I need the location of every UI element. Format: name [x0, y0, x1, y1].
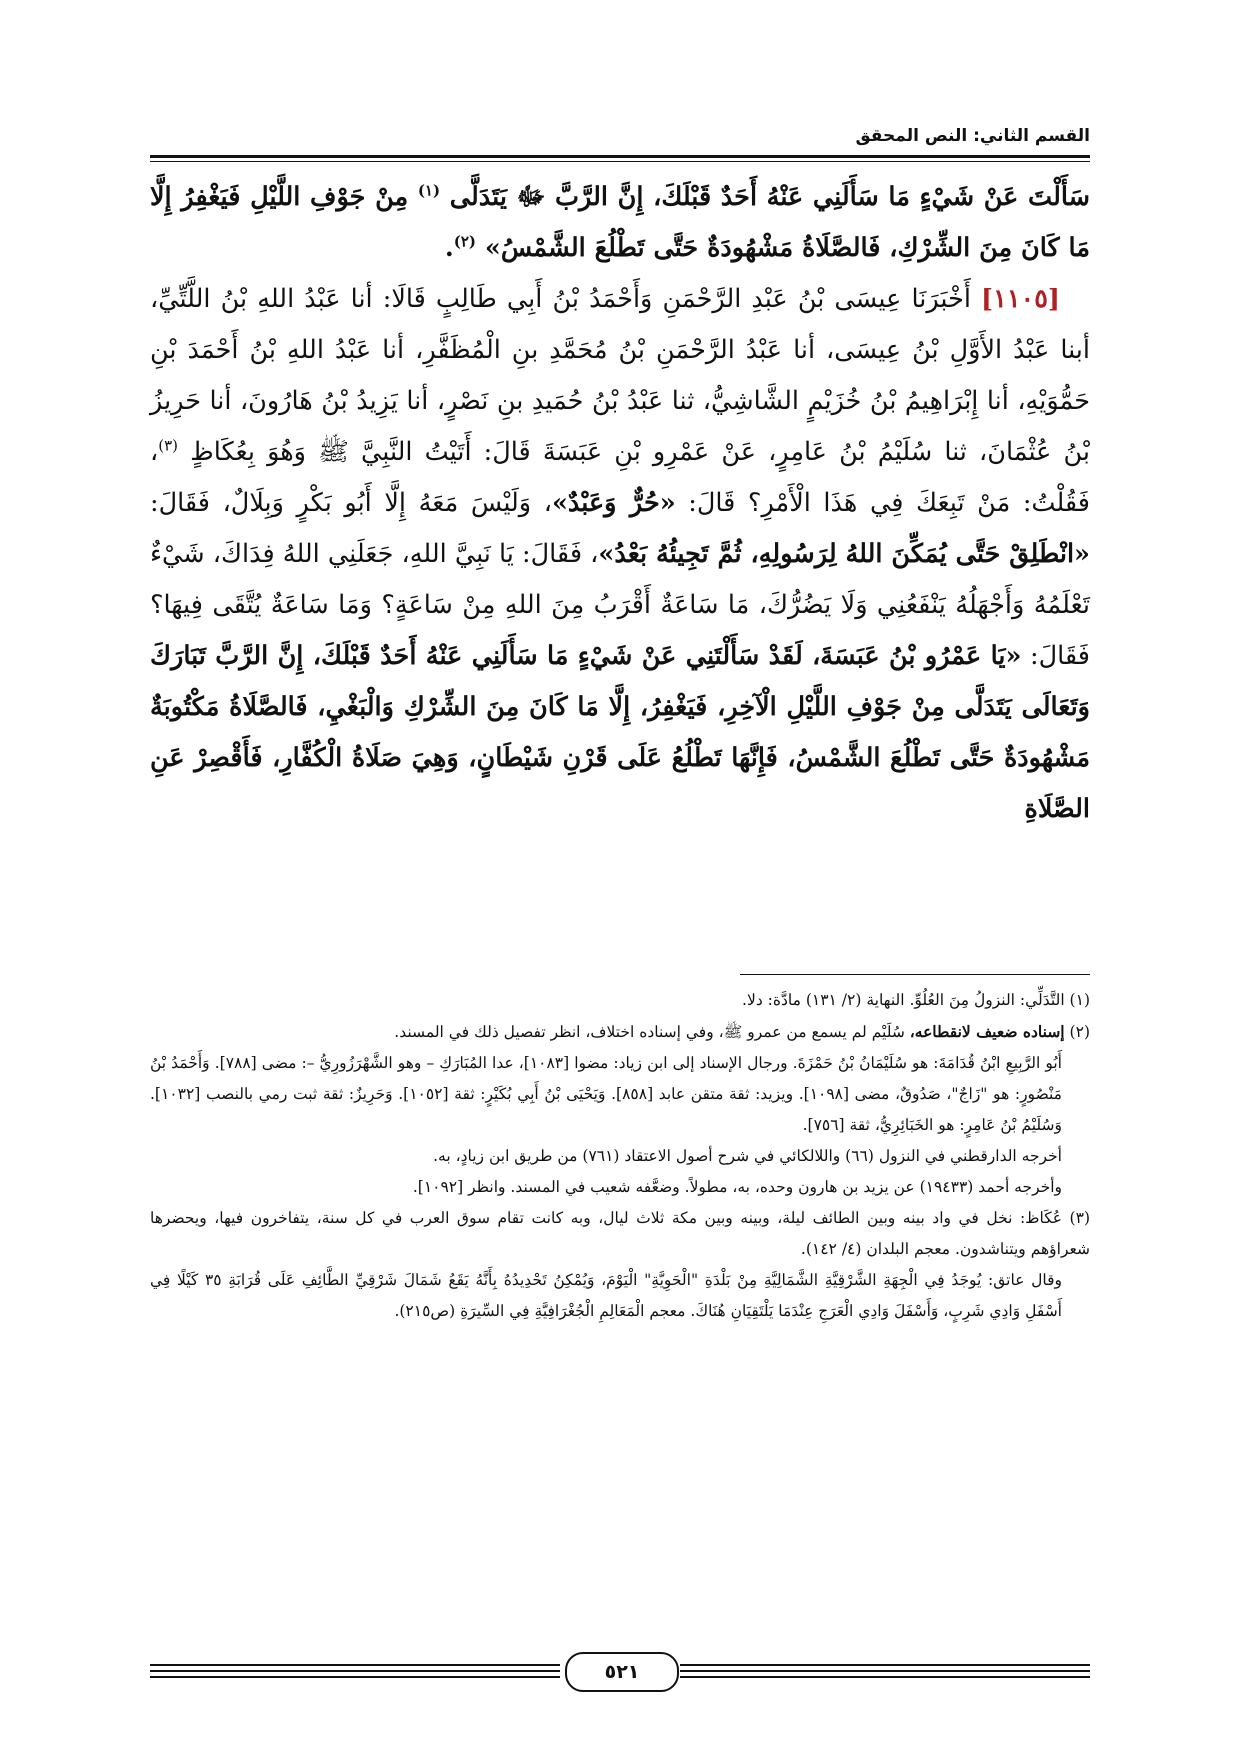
para2-text-f: ، فَقَالَ: يَا نَبِيَّ اللهِ، جَعَلَنِي اللهُ فِدَاكَ، شَيْءٌ تَعْلَمُهُ وَأَجْهَلُهُ يَنْفَعُنِي وَلَا يَضُرُّكَ، مَا سَاعَةٌ أَقْرَبُ مِنَ اللهِ مِنْ سَاعَةٍ؟ وَمَا سَاعَةٌ يُتَّقَى فِيهَا؟ فَقَالَ: — [150, 539, 1090, 671]
para2-text-b: ، فَقُلْتُ: مَنْ تَبِعَكَ فِي هَذَا الْأَمْرِ؟ قَالَ: — [150, 437, 1090, 518]
footnote-3-para-2: وقال عاتق: يُوجَدُ فِي الْجِهَةِ الشَّرْقِيَّةِ الشَّمَالِيَّةِ مِنْ بَلْدَةِ "الْحَوِيَّةِ" الْيَوْمَ، وَيُمْكِنُ تَحْدِيدُهُ بِأَنَّهُ يَقَعُ شَمَالَ شَرْقِيِّ الطَّائِفِ عَلَى قُرَابَةِ ٣٥ كَيْلًا فِي أَسْفَلِ وَادِي شَرِبٍ، وَأَسْفَلَ وَادِي الْعَرَجِ عِنْدَمَا يَلْتَقِيَانِ هُنَاكَ. معجم الْمَعَالِمِ الْجُغْرَافِيَّةِ فِي السِّيرَةِ (ص٢١٥). — [150, 1271, 1062, 1320]
page-number: ٥٢١ — [565, 1652, 679, 1692]
footnote-1: (١) التَّدَلِّي: النزولُ مِنَ العُلُوِّ. النهاية (٢/ ١٣١) مادَّة: دلا. — [742, 991, 1090, 1009]
para1-text-a: سَأَلْتَ عَنْ شَيْءٍ مَا سَأَلَنِي عَنْهُ أَحَدٌ قَبْلَكَ، إِنَّ الرَّبَّ ﷻ يَتَدَلَّى — [440, 182, 1091, 212]
footnote-2-number: (٢) — [1064, 1023, 1090, 1041]
footer-rule-right-3 — [680, 1676, 1090, 1678]
footnote-separator — [740, 974, 1090, 975]
footnote-3: (٣) عُكَاظ: نخل في واد بينه وبين الطائف ليلة، وبينه وبين مكة ثلاث ليال، وبه كانت تقام سوق العرب في كل سنة، يتفاخرون فيها، ويحضرها شعراؤهم ويتناشدون. معجم البلدان (٤/ ١٤٢). — [150, 1209, 1090, 1258]
footnote-2 — [150, 1016, 1090, 1048]
footer-rule-right-2 — [680, 1670, 1090, 1672]
hadith-number: [١١٠٥] — [981, 284, 1060, 314]
paragraph-2 — [150, 274, 1090, 835]
main-text — [150, 172, 1090, 835]
footnotes — [150, 985, 1090, 1327]
para1-end: . — [444, 233, 454, 263]
prophet-quote-2: «انْطَلِقْ حَتَّى يُمَكِّنَ اللهُ لِرَسُولِهِ، ثُمَّ تَجِيئُهُ بَعْدُ» — [598, 539, 1090, 569]
para2-text-d: ، وَلَيْسَ مَعَهُ إِلَّا أَبُو بَكْرٍ وَبِلَالٌ، فَقَالَ: — [150, 488, 552, 518]
footer-rule-right-1 — [680, 1664, 1090, 1666]
footer-rule-left-1 — [150, 1664, 560, 1666]
footnote-2-para-2: أَبُو الرَّبِيعِ ابْنُ قُدَامَةَ: هو سُلَيْمَانُ بْنُ حَمْزَةَ. ورجال الإسناد إلى ابن زياد: مضوا [١٠٨٣]، عدا المُبَارَكِ – وهو الشَّهْرَزُورِيُّ –: مضى [٧٨٨]. وَأَحْمَدُ بْنُ مَنْصُورٍ: هو "زَاجٌ"، صَدُوقٌ، مضى [١٠٩٨]. ويزيد: ثقة متقن عابد [٨٥٨]. وَيَحْيَى بْنُ أَبِي بُكَيْرٍ: ثقة [١٠٥٢]. وَحَرِيزٌ: ثقة ثبت رمي بالنصب [١٠٣٢]. وَسُلَيْمُ بْنُ عَامِرٍ: هو الخَبَائِرِيُّ، ثقة [٧٥٦]. — [150, 1054, 1062, 1134]
prophet-quote-1: «حُرٌّ وَعَبْدٌ» — [551, 488, 676, 518]
prophet-quote-3: «يَا عَمْرُو بْنُ عَبَسَةَ، لَقَدْ سَأَلْتَنِي عَنْ شَيْءٍ مَا سَأَلَنِي عَنْهُ أَحَدٌ قَبْلَكَ، إِنَّ الرَّبَّ تَبَارَكَ وَتَعَالَى يَتَدَلَّى مِنْ جَوْفِ اللَّيْلِ الْآخِرِ، فَيَغْفِرُ، إِلَّا مَا كَانَ مِنَ الشِّرْكِ وَالْبَغْيِ، فَالصَّلَاةُ مَكْتُوبَةٌ مَشْهُودَةٌ حَتَّى تَطْلُعَ الشَّمْسُ، فَإِنَّهَا تَطْلُعُ عَلَى قَرْنِ شَيْطَانٍ، وَهِيَ صَلَاةُ الْكُفَّارِ، فَأَقْصِرْ عَنِ الصَّلَاةِ — [150, 641, 1090, 824]
footnote-ref-1[interactable]: (١) — [417, 181, 441, 200]
running-head: القسم الثاني: النص المحقق — [855, 126, 1090, 146]
footnote-2-para-4: وأخرجه أحمد (١٩٤٣٣) عن يزيد بن هارون وحده، به، مطولاً. وضعَّفه شعيب في المسند. وانظر [١٠٩٢]. — [412, 1178, 1062, 1196]
footer-rule-left-3 — [150, 1676, 560, 1678]
footnote-2-para-3: أخرجه الدارقطني في النزول (٦٦) واللالكائي في شرح أصول الاعتقاد (٧٦١) من طريق ابن زيادٍ، به. — [433, 1147, 1062, 1165]
footnote-ref-2[interactable]: (٢) — [453, 232, 477, 251]
footnote-2-text: سُلَيْم لم يسمع من عمرو ﷺ، وفي إسناده اختلاف، انظر تفصيل ذلك في المسند. — [394, 1023, 910, 1041]
footnote-ref-3[interactable]: (٣) — [158, 436, 179, 455]
header-rule-thin — [150, 161, 1090, 162]
footer-rule-left-2 — [150, 1670, 560, 1672]
para1-text-b: مِنْ جَوْفِ اللَّيْلِ فَيَغْفِرُ إِلَّا مَا كَانَ مِنَ الشِّرْكِ، فَالصَّلَاةُ مَشْهُودَةٌ حَتَّى تَطْلُعَ الشَّمْسُ» — [150, 182, 1090, 263]
paragraph-1 — [150, 172, 1090, 274]
footnote-2-grading: إسناده ضعيف لانقطاعه، — [909, 1022, 1065, 1041]
header-rule-thick — [150, 155, 1090, 158]
isnad-text: أَخْبَرَنَا عِيسَى بْنُ عَبْدِ الرَّحْمَنِ وَأَحْمَدُ بْنُ أَبِي طَالِبٍ قَالَا: أنا عَبْدُ اللهِ بْنُ اللَّتِّيِّ، أبنا عَبْدُ الأَوَّلِ بْنُ عِيسَى، أنا عَبْدُ الرَّحْمَنِ بْنُ مُحَمَّدِ بنِ الْمُظَفَّرِ، أنا عَبْدُ اللهِ بْنُ أَحْمَدَ بْنِ حَمُّوَيْهِ، أنا إِبْرَاهِيمُ بْنُ خُزَيْمٍ الشَّاشِيُّ، ثنا عَبْدُ بْنُ حُمَيدِ بنِ نَصْرٍ، أنا يَزِيدُ بْنُ هَارُونَ، أنا حَرِيزُ بْنُ عُثْمَانَ، ثنا سُلَيْمُ بْنُ عَامِرٍ، عَنْ عَمْرِو بْنِ عَبَسَةَ قَالَ: أَتَيْتُ النَّبِيَّ ﷺ وَهُوَ بِعُكَاظٍ — [150, 284, 1090, 467]
